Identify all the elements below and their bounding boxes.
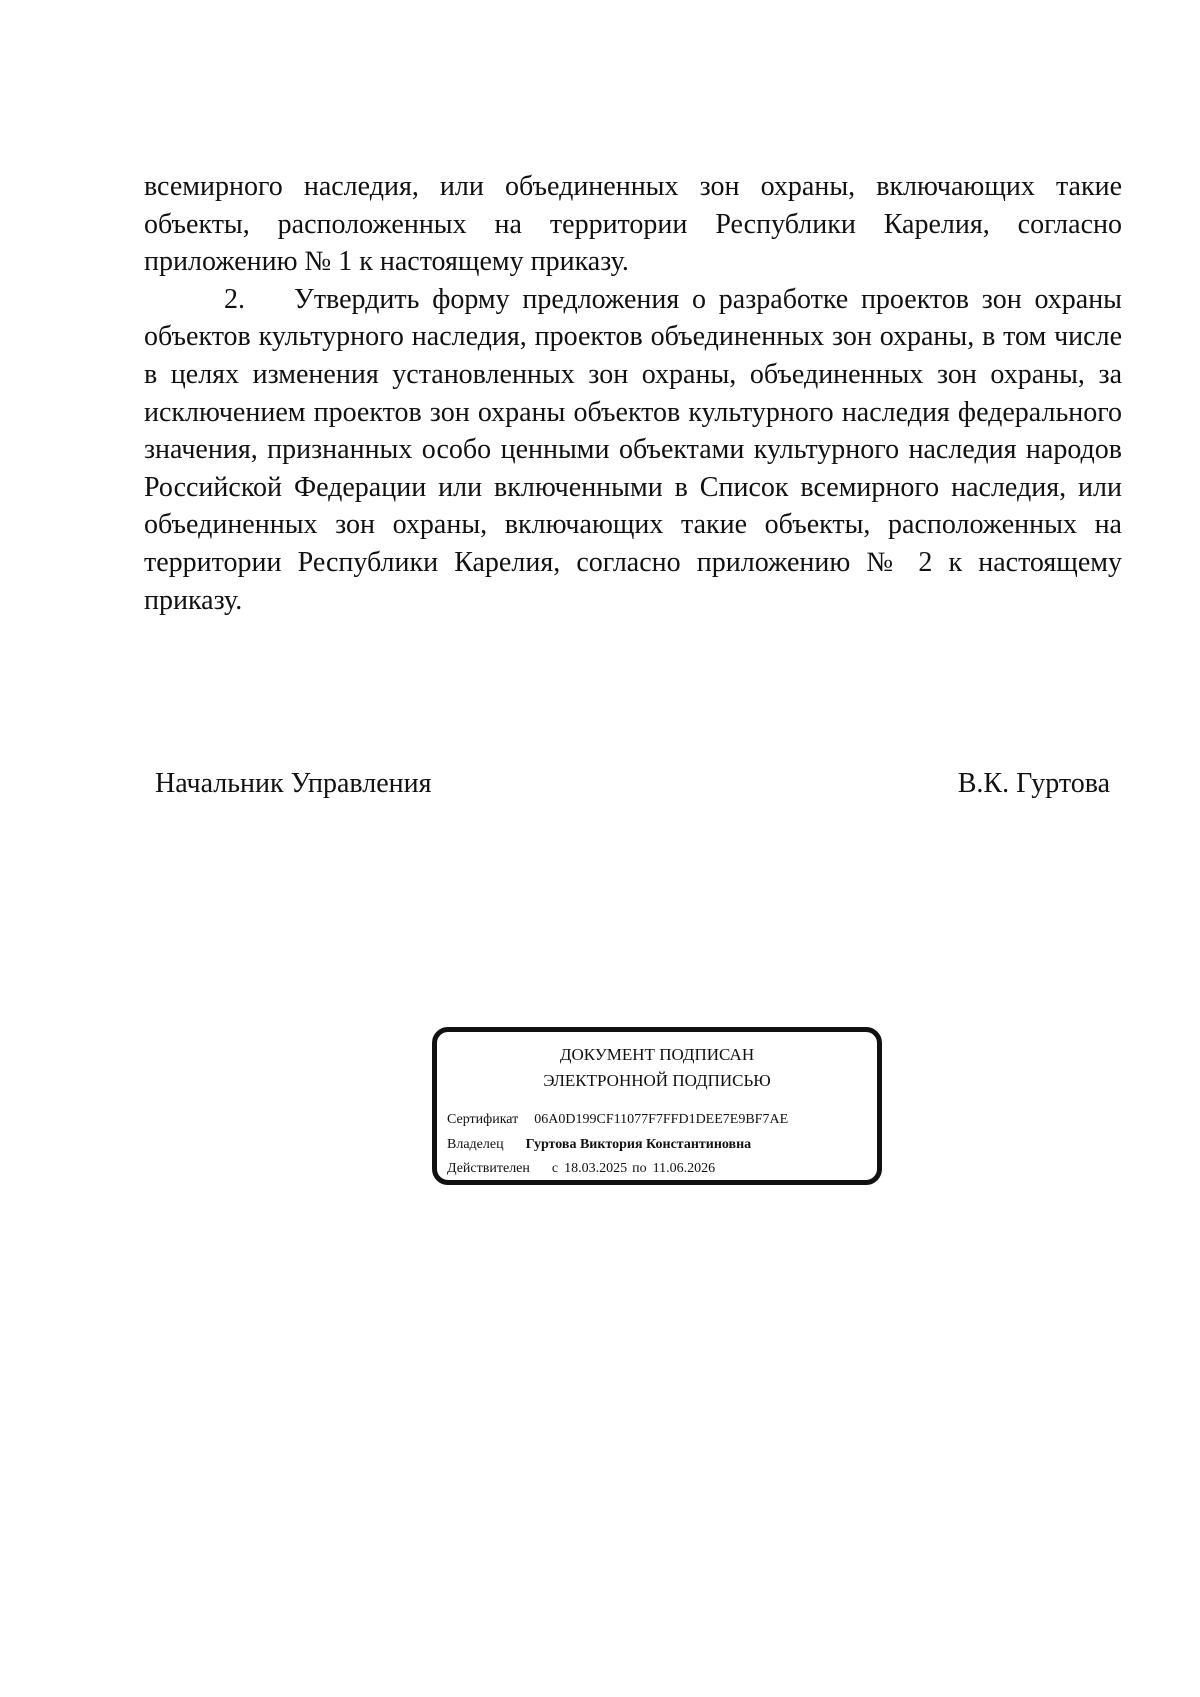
stamp-title-line-1: ДОКУМЕНТ ПОДПИСАН <box>559 1045 755 1064</box>
paragraph-2 <box>144 281 1122 619</box>
stamp-certificate-row <box>447 1111 788 1129</box>
stamp-title-line-2: ЭЛЕКТРОННОЙ ПОДПИСЬЮ <box>543 1071 771 1090</box>
document-body <box>144 168 1122 619</box>
valid-to-date: 11.06.2026 <box>652 1161 716 1176</box>
stamp-owner-row <box>447 1136 751 1154</box>
stamp-validity-row <box>447 1160 715 1178</box>
signatory-position: Начальник Управления <box>155 768 432 799</box>
signatory-name: В.К. Гуртова <box>957 768 1110 799</box>
valid-to-label: по <box>632 1161 647 1176</box>
certificate-value: 06A0D199CF11077F7FFD1DEE7E9BF7AE <box>534 1112 789 1127</box>
owner-value: Гуртова Виктория Константиновна <box>525 1137 752 1152</box>
electronic-signature-stamp <box>432 1027 882 1185</box>
paragraph-2-number: 2. <box>224 283 245 315</box>
owner-label: Владелец <box>447 1137 504 1152</box>
valid-from-date: 18.03.2025 <box>564 1161 628 1176</box>
valid-from-label: с <box>551 1161 559 1176</box>
stamp-title <box>437 1042 877 1094</box>
paragraph-2-text: Утвердить форму предложения о разработке проектов зон охраны объектов культурного наследия, проектов объединенных зон охраны, в том числе в целях изменения установленных зон охраны, объединенных зон охраны, за исключением проектов зон охраны объектов культурного наследия федерального значения, признанных особо ценными объектами культурного наследия народов Российской Федерации или включенными в Список всемирного наследия, или объединенных зон охраны, включающих такие объекты, расположенных на территории Республики Карелия, согласно приложению № 2 к настоящему приказу. <box>144 283 1122 616</box>
signature-block <box>155 766 1110 802</box>
valid-label: Действителен <box>447 1161 530 1176</box>
certificate-label: Сертификат <box>447 1112 519 1127</box>
paragraph-1-continuation: всемирного наследия, или объединенных зон охраны, включающих такие объекты, расположенных на территории Республики Карелия, согласно приложению № 1 к настоящему приказу. <box>144 171 1122 278</box>
